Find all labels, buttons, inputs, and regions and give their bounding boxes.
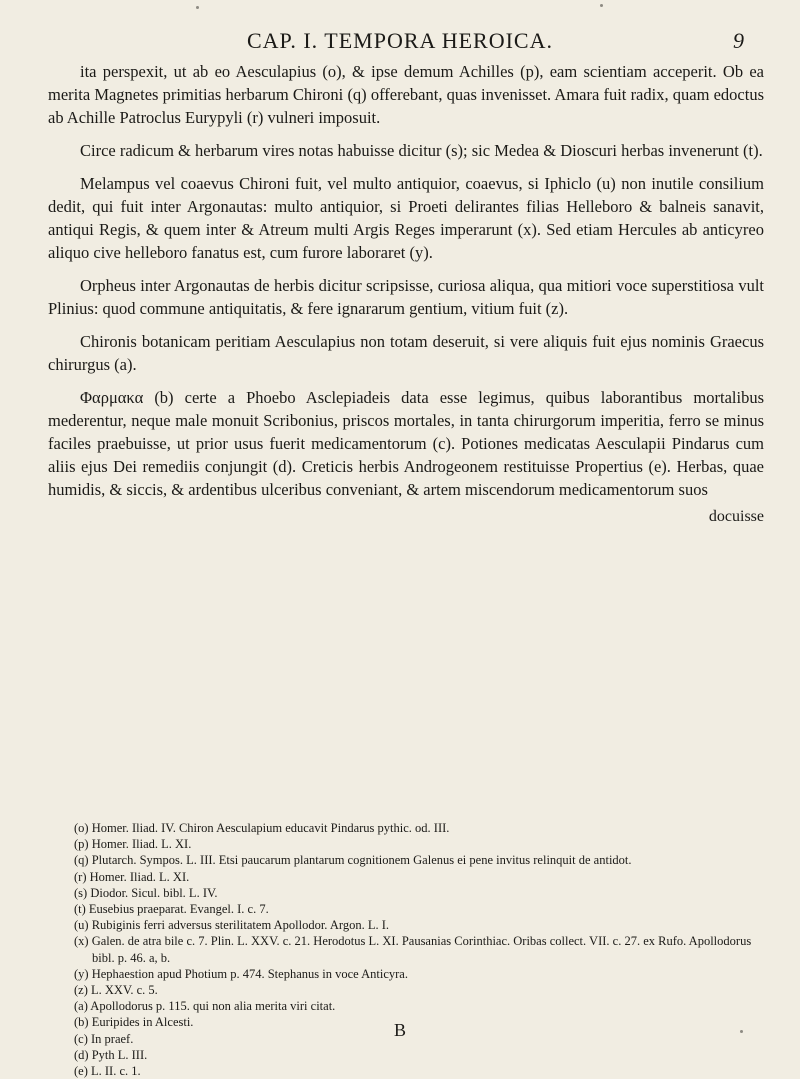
running-title: CAP. I. TEMPORA HEROICA.	[247, 28, 553, 53]
page-header	[0, 18, 800, 54]
paper-speck	[196, 6, 199, 9]
paper-speck	[600, 4, 603, 7]
footnote: (x) Galen. de atra bile c. 7. Plin. L. XXV. c. 21. Herodotus L. XI. Pausanias Corinthiac. Oribas collect. VII. c. 27. ex Rufo. Apollodorus bibl. p. 46. a, b.	[74, 934, 752, 965]
footnote: (p) Homer. Iliad. L. XI.	[74, 837, 192, 852]
page-number: 9	[733, 28, 744, 53]
footnote: (b) Euripides in Alcesti.	[74, 1015, 194, 1030]
footnote: (a) Apollodorus p. 115. qui non alia merita viri citat.	[74, 999, 336, 1014]
footnote: (t) Eusebius praeparat. Evangel. I. c. 7.	[74, 902, 269, 917]
paragraph: Melampus vel coaevus Chironi fuit, vel multo antiquior, coaevus, si Iphiclo (u) non inutile consilium dedit, qui fuit inter Argonautas: multo antiquior, si Proeti delirantes filias Helleboro & balneis sanavit, antiqui Regis, & quem inter & Atreum multi Argis Reges imperarunt (x). Sed etiam Hercules ab anticyreo aliquo cive helleboro fanatus est, cum furore laboraret (y).	[48, 174, 764, 262]
signature-mark: B	[393, 1020, 406, 1040]
paper-speck	[740, 1030, 743, 1033]
footnote: (y) Hephaestion apud Photium p. 474. Stephanus in voce Anticyra.	[74, 966, 408, 981]
paragraph: Circe radicum & herbarum vires notas habuisse dicitur (s); sic Medea & Dioscuri herbas invenerunt (t).	[80, 141, 763, 160]
footnote: (z) L. XXV. c. 5.	[74, 983, 158, 998]
footnote: (s) Diodor. Sicul. bibl. L. IV.	[74, 885, 218, 900]
main-text	[48, 60, 764, 528]
catchword: docuisse	[708, 508, 764, 525]
paragraph: Φαρμακα (b) certe a Phoebo Asclepiadeis data esse legimus, quibus laborantibus mortalibus mederentur, neque male monuit Scribonius, priscos mortales, in tanta chirurgorum imperitia, ferro se minus faciles praebuisse, ut prior usus fuerit medicamentorum (c). Potiones medicatas Aesculapii Pindarus cum aliis ejus Dei remediis conjungit (d). Creticis herbis Androgeonem restituisse Propertius (e). Herbas, quae humidis, & siccis, & ardentibus ulceribus conveniant, & artem miscendorum medicamentorum suos	[48, 388, 764, 499]
paragraph: ita perspexit, ut ab eo Aesculapius (o), & ipse demum Achilles (p), eam scientiam acceperit. Ob ea merita Magnetes primitias herbarum Chironi (q) offerebant, quas invenisset. Amara fuit radix, quam edoctus ab Achille Patroclus Eurypyli (r) vulneri imposuit.	[48, 62, 764, 127]
footnote: (e) L. II. c. 1.	[74, 1064, 141, 1079]
paragraph: Orpheus inter Argonautas de herbis dicitur scripsisse, curiosa aliqua, qua mitiori voce superstitiosa vult Plinius: quod commune antiquitatis, & fere ignararum gentium, vitium fuit (z).	[48, 276, 764, 318]
footnote: (d) Pyth L. III.	[74, 1047, 148, 1062]
footnote: (u) Rubiginis ferri adversus sterilitatem Apollodor. Argon. L. I.	[74, 918, 390, 933]
footnote: (o) Homer. Iliad. IV. Chiron Aesculapium educavit Pindarus pythic. od. III.	[74, 821, 450, 835]
footnote: (r) Homer. Iliad. L. XI.	[74, 869, 190, 884]
footnote: (q) Plutarch. Sympos. L. III. Etsi paucarum plantarum cognitionem Galenus ei pene invitus relinquit de antidot.	[74, 853, 632, 868]
paragraph: Chironis botanicam peritiam Aesculapius non totam deseruit, si vere aliquis fuit ejus nominis Graecus chirurgus (a).	[48, 332, 764, 374]
footnote: (c) In praef.	[74, 1031, 134, 1046]
